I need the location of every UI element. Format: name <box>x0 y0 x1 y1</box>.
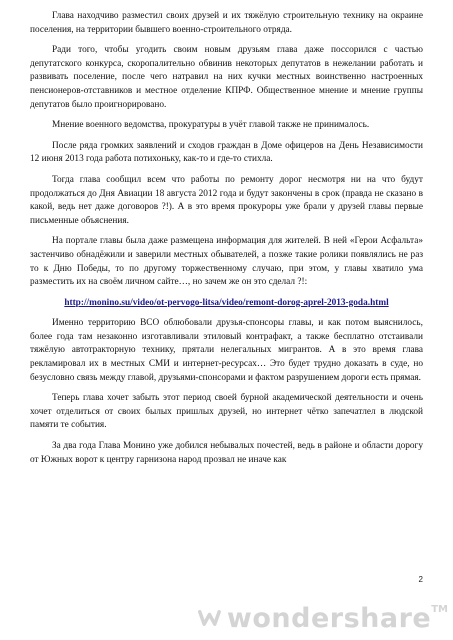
wondershare-watermark <box>198 598 448 638</box>
paragraph-9: За два года Глава Монино уже добился небывалых почестей, ведь в районе и области дорогу от Южных ворот к центру гарнизона народ прозвал не иначе как <box>30 441 423 465</box>
paragraph-1: Глава находчиво разместил своих друзей и их тяжёлую строительную технику на окраине поселения, на территории бывшего военно-строительного отряда. <box>30 11 423 35</box>
paragraph-2: Ради того, чтобы угодить своим новым друзьям глава даже поссорился с частью депутатского конкурса, скоропалительно обвинив некоторых депутатов в нежелании работать и развивать поселение, после чего натравил на них кучки местных воинственно настроенных пенсионеров-отставников и местное отделение КПРФ. Общественное мнение и мнение группы депутатов было проигнорировано. <box>30 45 423 110</box>
page-number: 2 <box>418 575 423 584</box>
document-page <box>30 10 423 467</box>
paragraph-5: Тогда глава сообщил всем что работы по ремонту дорог несмотря ни на что будут продолжаться до Дня Авиации 18 августа 2012 года и будут закончены в срок (правда не сказано в какой, ведь нет даже договоров ?!). А в это время прокуроры уже брали у друзей главы первые письменные объяснения. <box>30 174 423 226</box>
watermark-text: wondershare <box>226 602 432 634</box>
paragraph-3: Мнение военного ведомства, прокуратуры в учёт главой также не принималось. <box>52 120 370 131</box>
paragraph-4: После ряда громких заявлений и сходов граждан в Доме офицеров на День Независимости 12 июня 2013 года работа потихоньку, как-то и где-то стихла. <box>30 140 423 165</box>
paragraph-7: Именно территорию ВСО облюбовали друзья-спонсоры главы, и как потом выяснилось, более года там незаконно изготавливали этиловый контрафакт, а также бесплатно отстаивали тяжёлую автотракторную технику, прятали нелегальных мигрантов. А в это время глава рекламировал их в местных СМИ и интернет-ресурсах… Это будет трудно доказать в суде, но безусловно связь между главой, друзьями-спонсорами и фактом разрушением дороги есть прямая. <box>30 318 423 383</box>
watermark-trademark: TM <box>431 604 448 615</box>
paragraph-6: На портале главы была даже размещена информация для жителей. В ней «Герои Асфальта» застенчиво обнадёжили и заверили местных обывателей, а позже такие ролики появлялись не раз то к Дню Победы, то по другому торжественному случаю, при этом, у главы хватило ума разместить их на своём личном сайте…, но зачем же он это сделал ?!: <box>30 236 423 288</box>
paragraph-8: Теперь глава хочет забыть этот период своей бурной академической деятельности и очень хочет отделиться от своих былых пришлых друзей, но интернет чётко запечатлел в людской памяти те события. <box>30 393 423 431</box>
wondershare-logo-icon <box>198 605 221 631</box>
video-link[interactable]: http://monino.su/video/ot-pervogo-litsa/video/remont-dorog-aprel-2013-goda.html <box>64 297 389 308</box>
